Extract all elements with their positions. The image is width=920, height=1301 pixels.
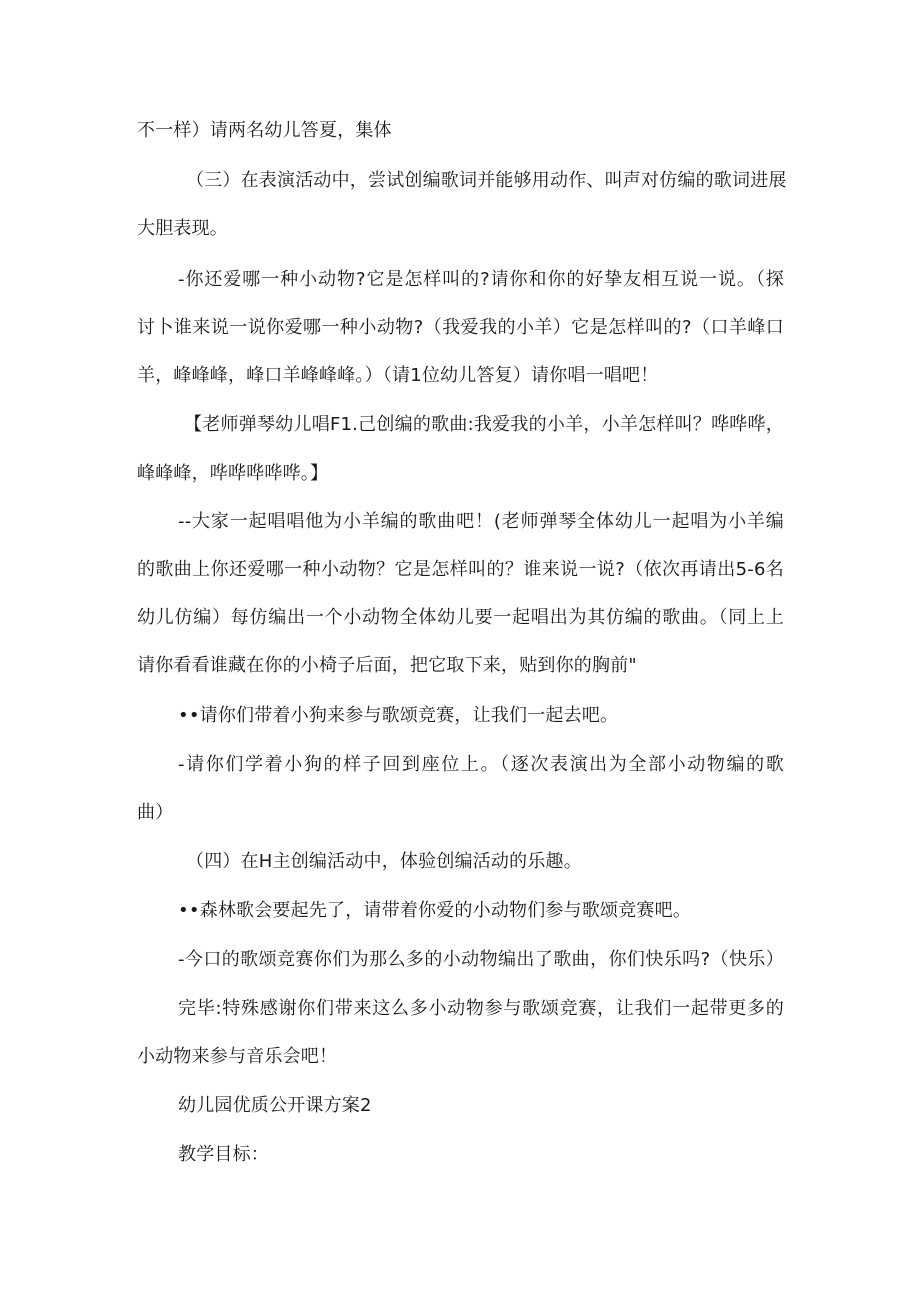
- text-line-15: 曲）: [137, 802, 174, 823]
- text-line-12: 请你看看谁藏在你的小椅子后面，把它取下来，贴到你的胸前": [137, 655, 637, 676]
- subsection-heading: 教学目标：: [178, 1144, 269, 1165]
- text-line-20: 小动物来参与音乐会吧！: [137, 1046, 338, 1067]
- text-line-2: （三）在表演活动中，尝试创编歌词并能够用动作、叫声对仿编的歌词进展: [186, 170, 787, 191]
- text-line-16: （四）在H主创编活动中，体验创编活动的乐趣。: [186, 851, 582, 872]
- section-heading: 幼儿园优质公开课方案2: [178, 1095, 372, 1116]
- text-line-10: 的歌曲上你还爱哪一种小动物？它是怎样叫的？谁来说一说?（依次再请出5-6名: [137, 559, 784, 580]
- text-line-14: -请你们学着小狗的样子回到座位上。（逐次表演出为全部小动物编的歌: [178, 754, 784, 775]
- text-line-4: -你还爱哪一种小动物?它是怎样叫的?请你和你的好挚友相互说一说。（探: [178, 269, 784, 290]
- text-line-18: -今口的歌颂竞赛你们为那么多的小动物编出了歌曲，你们快乐吗?（快乐）: [178, 949, 784, 970]
- text-line-6: 羊，峰峰峰，峰口羊峰峰峰。）（请1位幼儿答复）请你唱一唱吧！: [137, 365, 659, 386]
- text-line-7: 【老师弹琴幼儿唱F1.己创编的歌曲:我爱我的小羊，小羊怎样叫？哗哗哗，: [184, 414, 784, 435]
- text-line-3: 大胆表现。: [137, 218, 228, 239]
- text-line-11: 幼儿仿编）每仿编出一个小动物全体幼儿要一起唱出为其仿编的歌曲。（同上上: [137, 607, 784, 628]
- text-line-13: ••请你们带着小狗来参与歌颂竞赛，让我们一起去吧。: [178, 705, 619, 726]
- text-line-19: 完毕:特殊感谢你们带来这么多小动物参与歌颂竞赛，让我们一起带更多的: [178, 998, 784, 1019]
- text-line-1: 不一样）请两名幼儿答夏，集体: [137, 120, 392, 141]
- text-line-9: --大家一起唱唱他为小羊编的歌曲吧！(老师弹琴全体幼儿一起唱为小羊编: [178, 511, 784, 532]
- text-line-17: ••森林歌会要起先了，请带着你爱的小动物们参与歌颂竞赛吧。: [178, 900, 692, 921]
- text-line-5: 讨卜谁来说一说你爱哪一种小动物?（我爱我的小羊）它是怎样叫的?（口羊峰口: [137, 317, 784, 338]
- text-line-8: 峰峰峰，哗哗哗哗哗。】: [137, 463, 329, 484]
